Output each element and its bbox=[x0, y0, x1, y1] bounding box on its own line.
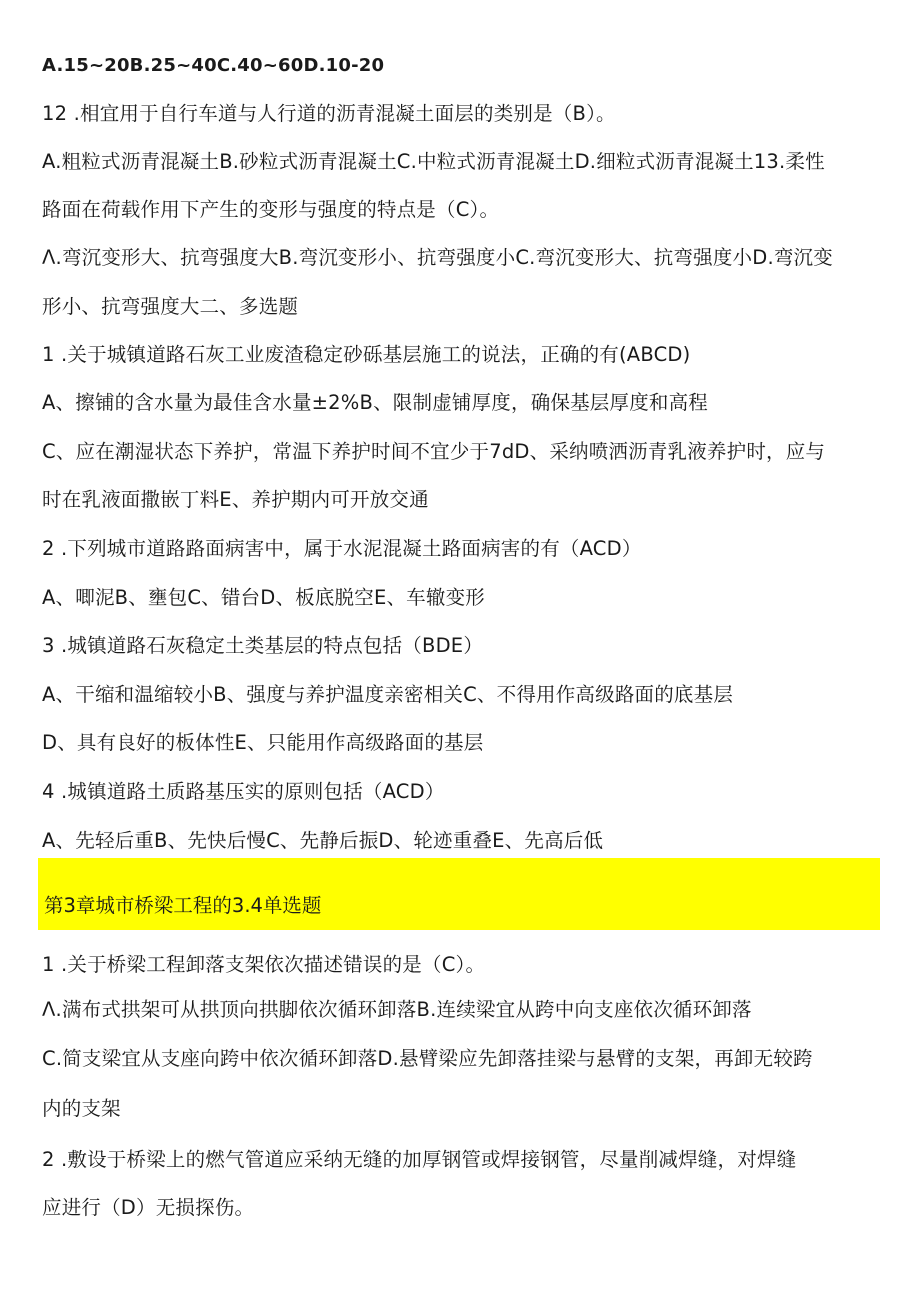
multi-question-2-options: A、唧泥B、壅包C、错台D、板底脱空E、车辙变形 bbox=[42, 586, 485, 609]
question-13-options: Λ.弯沉变形大、抗弯强度大B.弯沉变形小、抗弯强度小C.弯沉变形大、抗弯强度小D.弯沉变 bbox=[42, 246, 833, 269]
multi-question-1-options-c-d: C、应在潮湿状态下养护，常温下养护时间不宜少于7dD、采纳喷洒沥青乳液养护时，应与 bbox=[42, 440, 826, 463]
section-heading: 第3章城市桥梁工程的3.4单选题 bbox=[44, 894, 322, 917]
bridge-question-2-stem: 2 .敷设于桥梁上的燃气管道应采纳无缝的加厚钢管或焊接钢管，尽量削减焊缝，对焊缝 bbox=[42, 1148, 797, 1171]
multi-question-3-stem: 3 .城镇道路石灰稳定土类基层的特点包括（BDE） bbox=[42, 634, 484, 657]
bridge-question-1-options-c-d: C.简支梁宜从支座向跨中依次循环卸落D.悬臂梁应先卸落挂梁与悬臂的支架，再卸无较跨 bbox=[42, 1047, 813, 1070]
multi-question-3-options-d-e: D、具有良好的板体性E、只能用作高级路面的基层 bbox=[42, 731, 484, 754]
question-13-options-cont: 形小、抗弯强度大二、多选题 bbox=[42, 295, 299, 318]
multi-question-2-stem: 2 .下列城市道路路面病害中，属于水泥混凝土路面病害的有（ACD） bbox=[42, 537, 642, 560]
multi-question-1-options-a-b: A、擦铺的含水量为最佳含水量±2%B、限制虚铺厚度，确保基层厚度和高程 bbox=[42, 391, 708, 414]
bridge-question-2-stem-cont: 应进行（D）无损探伤。 bbox=[42, 1196, 255, 1219]
multi-question-4-stem: 4 .城镇道路土质路基压实的原则包括（ACD） bbox=[42, 780, 445, 803]
multi-question-3-options-a-c: A、干缩和温缩较小B、强度与养护温度亲密相关C、不得用作高级路面的底基层 bbox=[42, 683, 734, 706]
question-11-options: A.15~20B.25~40C.40~60D.10-20 bbox=[42, 55, 385, 76]
multi-question-4-options: A、先轻后重B、先快后慢C、先静后振D、轮迹重叠E、先高后低 bbox=[42, 829, 604, 852]
multi-question-1-stem: 1 .关于城镇道路石灰工业废渣稳定砂砾基层施工的说法，正确的有(ABCD) bbox=[42, 343, 691, 366]
question-12-options: A.粗粒式沥青混凝土B.砂粒式沥青混凝土C.中粒式沥青混凝土D.细粒式沥青混凝土13.柔性 bbox=[42, 150, 825, 173]
bridge-question-1-stem: 1 .关于桥梁工程卸落支架依次描述错误的是（C）。 bbox=[42, 953, 486, 976]
bridge-question-1-options-cont: 内的支架 bbox=[42, 1097, 121, 1120]
question-12-stem: 12 .相宜用于自行车道与人行道的沥青混凝土面层的类别是（B）。 bbox=[42, 102, 616, 125]
multi-question-1-options-e: 时在乳液面撒嵌丁料E、养护期内可开放交通 bbox=[42, 488, 429, 511]
bridge-question-1-options-a-b: Λ.满布式拱架可从拱顶向拱脚依次循环卸落B.连续梁宜从跨中向支座依次循环卸落 bbox=[42, 998, 752, 1021]
question-13-stem: 路面在荷载作用下产生的变形与强度的特点是（C）。 bbox=[42, 198, 500, 221]
